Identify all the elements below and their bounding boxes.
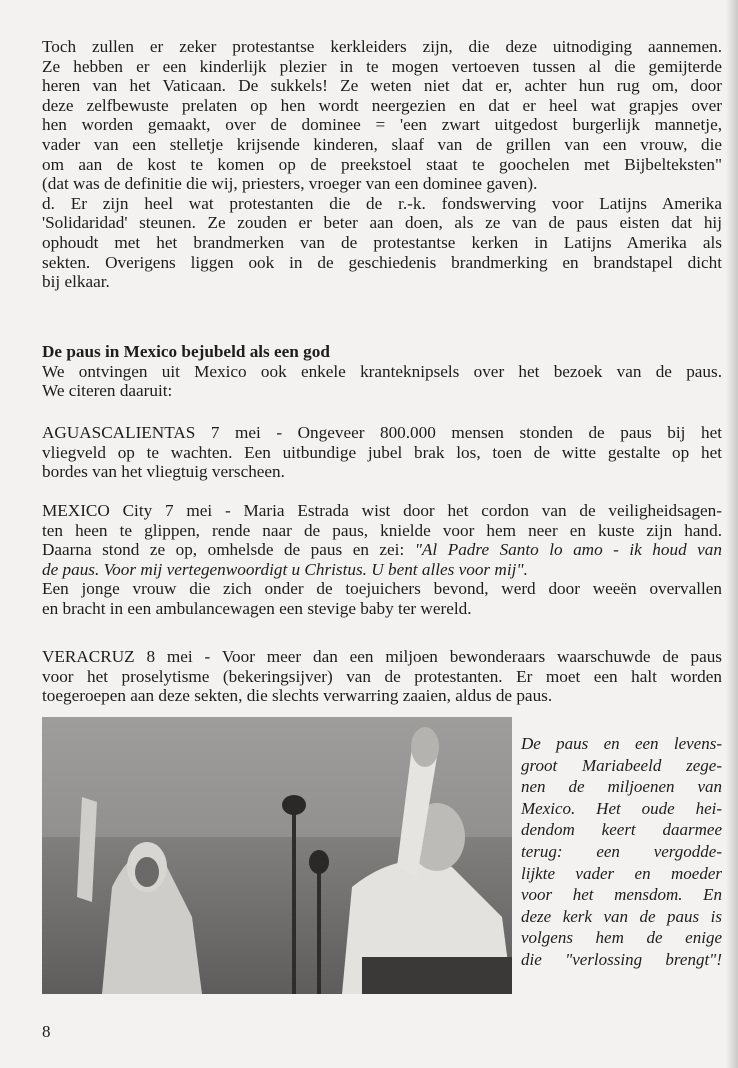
caption-line: nen de miljoenen van (521, 777, 722, 797)
paragraph-intro (42, 37, 722, 292)
text-line: vliegveld op te wachten. Een uitbundige jubel brak los, toen de witte gestalte op het (42, 442, 722, 462)
text-line: We citeren daaruit: (42, 381, 173, 401)
text-line: toegeroepen aan deze sekten, die slechts verwarring zaaien, aldus de paus. (42, 686, 553, 706)
caption-line: groot Mariabeeld zege- (521, 755, 722, 775)
text-line: en bracht in een ambulancewagen een stevige baby ter wereld. (42, 598, 472, 618)
caption-line: dendom keert daarmee (521, 820, 722, 840)
text-line: ophoudt met het brandmerken van de protestantse kerken in Latijns Amerika als (42, 232, 722, 252)
section-heading: De paus in Mexico bejubeld als een god (42, 342, 330, 361)
text-line: deze zelfbewuste prelaten op hen wordt neergezien en dat er heel wat grapjes over (42, 95, 722, 115)
paragraph-veracruz (42, 647, 722, 706)
caption-line: die "verlossing brengt"! (521, 949, 722, 969)
text-line: sekten. Overigens liggen ook in de geschiedenis brandmerking en brandstapel dicht (42, 252, 722, 272)
text-line: MEXICO City 7 mei - Maria Estrada wist door het cordon van de veiligheidsagen- (42, 501, 722, 520)
quote-italic: de paus. Voor mij vertegenwoordigt u Christus. U bent alles voor mij". (42, 559, 528, 579)
text-line: (dat was de definitie die wij, priesters, vroeger van een dominee gaven). (42, 174, 538, 194)
text-line: We ontvingen uit Mexico ook enkele kranteknipsels over het bezoek van de paus. (42, 361, 722, 381)
text-line: Een jonge vrouw die zich onder de toejuichers bevond, werd door weeën overvallen (42, 579, 722, 599)
text-line: ten heen te glippen, rende naar de paus, knielde voor hem neer en kuste zijn hand. (42, 520, 722, 540)
text-line: bij elkaar. (42, 272, 110, 292)
page-number: 8 (42, 1022, 51, 1041)
text-line: Toch zullen er zeker protestantse kerkleiders zijn, die deze uitnodiging aannemen. (42, 37, 722, 56)
text-line: om aan de kost te komen op de preekstoel staat te goochelen met Bijbelteksten" (42, 154, 722, 174)
caption-line: terug: een vergodde- (521, 841, 722, 861)
caption-line: volgens hem de enige (521, 928, 722, 948)
paragraph-mexico-city (42, 501, 722, 619)
quote-italic: "Al Padre Santo lo amo - ik houd van (414, 540, 722, 560)
text-line: VERACRUZ 8 mei - Voor meer dan een miljoen bewonderaars waarschuwde de paus (42, 647, 722, 666)
text-line: d. Er zijn heel wat protestanten die de r.-k. fondswerving voor Latijns Amerika (42, 193, 722, 213)
paragraph-aguascalientas (42, 423, 722, 482)
text-line: voor het proselytisme (bekeringsijver) van de protestanten. Er moet een halt worden (42, 666, 722, 686)
section-mexico (42, 342, 722, 401)
photo-caption (521, 733, 722, 971)
text-plain: Daarna stond ze op, omhelsde de paus en zei: (42, 540, 415, 560)
page-edge-shadow (726, 0, 738, 1068)
caption-line: lijkte vader en moeder (521, 863, 722, 883)
text-line: 'Solidaridad' steunen. Ze zouden er beter aan doen, als ze van de paus eisten dat hij (42, 213, 722, 233)
caption-line: Mexico. Het oude hei- (521, 798, 722, 818)
photo-pope-and-mary-statue (42, 717, 512, 994)
text-line (42, 560, 722, 580)
text-line: hen worden gemaakt, over de dominee = 'een zwart uitgedost burgerlijk mannetje, (42, 115, 722, 135)
text-line (42, 540, 722, 560)
text-line: AGUASCALIENTAS 7 mei - Ongeveer 800.000 mensen stonden de paus bij het (42, 423, 722, 442)
text-line: vader van een stelletje krijsende kinderen, slaaf van de grillen van een vrouw, die (42, 134, 722, 154)
caption-line: De paus en een levens- (521, 734, 722, 753)
caption-line: voor het mensdom. En (521, 885, 722, 905)
text-line: bordes van het vliegtuig verscheen. (42, 462, 285, 482)
caption-line: deze kerk van de paus is (521, 906, 722, 926)
text-line: Ze hebben er een kinderlijk plezier in te mogen vertoeven tussen al die gemijterde (42, 56, 722, 76)
text-line: heren van het Vaticaan. De sukkels! Ze weten niet dat er, achter hun rug om, door (42, 76, 722, 96)
